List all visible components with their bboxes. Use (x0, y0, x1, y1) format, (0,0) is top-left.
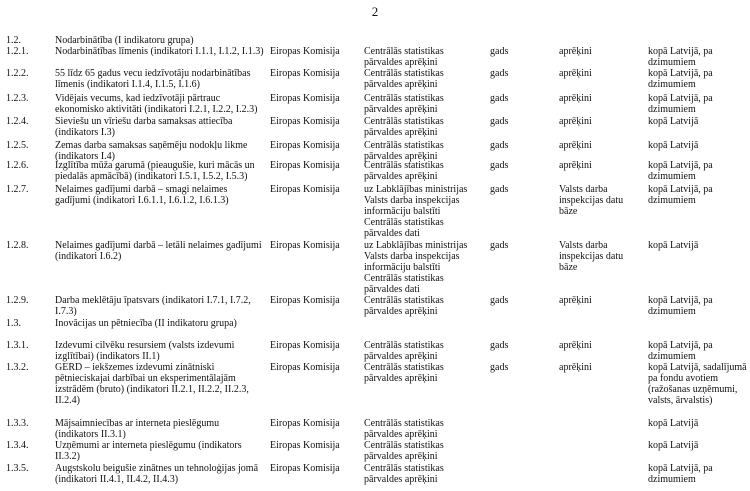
breakdown-cell-line: kopā Latvijā, sadalījumā (648, 362, 747, 373)
indicator-cell (55, 295, 267, 317)
breakdown-cell-line: kopā Latvijā, pa (648, 46, 713, 57)
method-cell-line: Valsts darba (559, 184, 608, 195)
breakdown-cell-line: (ražošanas uzņēmumi, (648, 384, 738, 395)
method-cell-line: aprēķini (559, 340, 592, 351)
data-cell-line: pārvaldes aprēķini (364, 474, 438, 485)
indicator-cell (55, 116, 267, 138)
row-number: 1.2.4. (6, 116, 29, 127)
indicator-cell-line: izstrādēm (bruto) (indikatori II.2.1, II.2.2, II.2.3, (55, 384, 249, 395)
breakdown-cell-line: dzimumiem (648, 351, 696, 362)
breakdown-cell (648, 418, 750, 429)
data-cell (364, 463, 486, 485)
data-cell-line: pārvaldes aprēķini (364, 127, 438, 138)
indicator-cell-line: Darba meklētāju īpatsvars (indikatori I.7.1, I.7.2, (55, 295, 251, 306)
breakdown-cell (648, 463, 750, 485)
source-cell: Eiropas Komisija (270, 68, 340, 79)
method-cell-line: aprēķini (559, 93, 592, 104)
breakdown-cell (648, 46, 750, 68)
breakdown-cell-line: kopā Latvijā, pa (648, 340, 713, 351)
method-cell-line: bāze (559, 206, 578, 217)
data-cell-line: pārvaldes aprēķini (364, 151, 438, 162)
indicator-cell-line: Nodarbinātības līmenis (indikatori I.1.1, I.1.2, I.1.3) (55, 46, 264, 57)
breakdown-cell (648, 362, 750, 406)
data-cell-line: Valsts darba inspekcijas (364, 251, 460, 262)
row-number: 1.2.1. (6, 46, 29, 57)
method-cell (559, 184, 645, 217)
indicator-cell (55, 340, 267, 362)
indicator-cell-line: Nelaimes gadījumi darbā – letāli nelaimes gadījumi (55, 240, 262, 251)
period-cell: gads (490, 68, 509, 79)
breakdown-cell-line: kopā Latvijā (648, 240, 699, 251)
indicator-cell-line: piedalās apmācībā) (indikatori I.5.1, I.5.2, I.5.3) (55, 171, 248, 182)
data-cell-line: pārvaldes aprēķini (364, 451, 438, 462)
data-cell (364, 340, 486, 362)
data-cell (364, 418, 486, 440)
period-cell: gads (490, 340, 509, 351)
data-cell (364, 440, 486, 462)
source-cell: Eiropas Komisija (270, 440, 340, 451)
row-number: 1.3.1. (6, 340, 29, 351)
data-cell-line: pārvaldes aprēķini (364, 373, 438, 384)
data-cell (364, 295, 486, 317)
breakdown-cell-line: kopā Latvijā, pa (648, 463, 713, 474)
data-cell-line: Centrālās statistikas (364, 116, 444, 127)
indicator-cell-line: pētnieciskajai darbībai un eksperimentālajām (55, 373, 236, 384)
data-cell-line: informāciju balstīti (364, 262, 441, 273)
method-cell (559, 340, 645, 351)
data-cell-line: informāciju balstīti (364, 206, 441, 217)
indicator-cell-line: Sieviešu un vīriešu darba samaksas attiecība (55, 116, 233, 127)
method-cell (559, 93, 645, 104)
indicator-cell (55, 184, 267, 206)
breakdown-cell (648, 68, 750, 90)
breakdown-cell-line: kopā Latvijā (648, 116, 699, 127)
data-cell-line: pārvaldes aprēķini (364, 171, 438, 182)
period-cell: gads (490, 295, 509, 306)
data-cell-line: pārvaldes aprēķini (364, 104, 438, 115)
row-number: 1.2.8. (6, 240, 29, 251)
data-cell-line: Valsts darba inspekcijas (364, 195, 460, 206)
breakdown-cell (648, 116, 750, 127)
period-cell: gads (490, 116, 509, 127)
data-cell-line: Centrālās statistikas (364, 160, 444, 171)
data-cell (364, 240, 486, 295)
method-cell (559, 68, 645, 79)
source-cell: Eiropas Komisija (270, 46, 340, 57)
breakdown-cell-line: dzimumiem (648, 195, 696, 206)
indicator-cell (55, 240, 267, 262)
method-cell-line: aprēķini (559, 140, 592, 151)
data-cell-line: Centrālās statistikas (364, 418, 444, 429)
indicator-cell-line: I.7.3) (55, 306, 77, 317)
data-cell-line: Centrālās statistikas (364, 140, 444, 151)
source-cell: Eiropas Komisija (270, 340, 340, 351)
row-number: 1.2. (6, 35, 21, 46)
breakdown-cell (648, 440, 750, 451)
data-cell (364, 68, 486, 90)
data-cell (364, 116, 486, 138)
method-cell (559, 362, 645, 373)
data-cell-line: pārvaldes aprēķini (364, 306, 438, 317)
indicator-cell-line: (indikatori II.4.1, II.4.2, II.4.3) (55, 474, 179, 485)
indicator-cell (55, 463, 267, 485)
data-cell (364, 362, 486, 384)
indicator-cell-line: līmenis (indikatori I.1.4, I.1.5, I.1.6) (55, 79, 200, 90)
data-cell-line: Centrālās statistikas (364, 68, 444, 79)
breakdown-cell (648, 160, 750, 182)
data-cell-line: pārvaldes dati (364, 284, 420, 295)
data-cell-line: uz Labklājības ministrijas (364, 240, 468, 251)
method-cell-line: inspekcijas datu (559, 195, 624, 206)
method-cell-line: aprēķini (559, 160, 592, 171)
method-cell (559, 46, 645, 57)
indicator-cell-line: (indikators II.3.1) (55, 429, 126, 440)
breakdown-cell-line: dzimumiem (648, 79, 696, 90)
source-cell: Eiropas Komisija (270, 116, 340, 127)
breakdown-cell-line: dzimumiem (648, 171, 696, 182)
row-number: 1.3.3. (6, 418, 29, 429)
data-cell-line: Centrālās statistikas (364, 463, 444, 474)
breakdown-cell-line: dzimumiem (648, 306, 696, 317)
indicator-cell-line: Mājsaimniecības ar interneta pieslēgumu (55, 418, 220, 429)
source-cell: Eiropas Komisija (270, 184, 340, 195)
source-cell: Eiropas Komisija (270, 463, 340, 474)
method-cell (559, 140, 645, 151)
method-cell (559, 240, 645, 273)
breakdown-cell-line: kopā Latvijā (648, 140, 699, 151)
data-cell-line: pārvaldes dati (364, 228, 420, 239)
breakdown-cell-line: kopā Latvijā, pa (648, 160, 713, 171)
period-cell: gads (490, 362, 509, 373)
row-number: 1.2.7. (6, 184, 29, 195)
source-cell: Eiropas Komisija (270, 93, 340, 104)
indicator-cell-line: Nelaimes gadījumi darbā – smagi nelaimes (55, 184, 228, 195)
source-cell: Eiropas Komisija (270, 160, 340, 171)
indicator-cell (55, 46, 267, 57)
indicator-cell-line: (indikatori I.6.2) (55, 251, 122, 262)
method-cell-line: inspekcijas datu (559, 251, 624, 262)
breakdown-cell-line: kopā Latvijā, pa (648, 68, 713, 79)
group-title: Nodarbinātība (I indikatoru grupa) (55, 35, 194, 46)
row-number: 1.2.3. (6, 93, 29, 104)
breakdown-cell (648, 93, 750, 115)
indicator-cell-line: izglītībai) (indikators II.1) (55, 351, 160, 362)
row-number: 1.3.2. (6, 362, 29, 373)
indicator-cell-line: Zemas darba samaksas saņēmēju nodokļu likme (55, 140, 248, 151)
method-cell-line: aprēķini (559, 116, 592, 127)
indicator-cell (55, 140, 267, 162)
source-cell: Eiropas Komisija (270, 140, 340, 151)
indicator-cell-line: gadījumi (indikatori I.6.1.1, I.6.1.2, I.6.1.3) (55, 195, 229, 206)
method-cell-line: aprēķini (559, 68, 592, 79)
data-cell (364, 140, 486, 162)
data-cell-line: pārvaldes aprēķini (364, 57, 438, 68)
data-cell (364, 184, 486, 239)
row-number: 1.2.9. (6, 295, 29, 306)
data-cell-line: Centrālās statistikas (364, 93, 444, 104)
data-cell (364, 46, 486, 68)
data-cell-line: Centrālās statistikas (364, 295, 444, 306)
breakdown-cell-line: dzimumiem (648, 57, 696, 68)
period-cell: gads (490, 140, 509, 151)
breakdown-cell (648, 240, 750, 251)
indicator-cell-line: Izglītība mūža garumā (pieaugušie, kuri mācās un (55, 160, 255, 171)
indicator-cell-line: Uzņēmumi ar interneta pieslēgumu (indikators (55, 440, 242, 451)
data-cell-line: Centrālās statistikas (364, 362, 444, 373)
row-number: 1.3. (6, 318, 21, 329)
data-cell (364, 93, 486, 115)
data-cell-line: pārvaldes aprēķini (364, 429, 438, 440)
method-cell-line: Valsts darba (559, 240, 608, 251)
breakdown-cell (648, 184, 750, 206)
period-cell: gads (490, 240, 509, 251)
source-cell: Eiropas Komisija (270, 240, 340, 251)
row-number: 1.2.6. (6, 160, 29, 171)
indicator-cell-line: 55 līdz 65 gadus vecu iedzīvotāju nodarbinātības (55, 68, 251, 79)
period-cell: gads (490, 184, 509, 195)
method-cell-line: aprēķini (559, 46, 592, 57)
breakdown-cell (648, 295, 750, 317)
row-number: 1.3.4. (6, 440, 29, 451)
row-number: 1.3.5. (6, 463, 29, 474)
indicator-cell-line: (indikators I.4) (55, 151, 115, 162)
data-cell-line: Centrālās statistikas (364, 217, 444, 228)
data-cell-line: pārvaldes aprēķini (364, 79, 438, 90)
breakdown-cell-line: kopā Latvijā (648, 440, 699, 451)
group-title: Inovācijas un pētniecība (II indikatoru grupa) (55, 318, 237, 329)
indicator-cell-line: Augstskolu beigušie zinātnes un tehnoloģijas jomā (55, 463, 259, 474)
method-cell (559, 160, 645, 171)
indicator-cell (55, 440, 267, 462)
indicator-cell-line: Izdevumi cilvēku resursiem (valsts izdevumi (55, 340, 235, 351)
source-cell: Eiropas Komisija (270, 418, 340, 429)
indicator-cell (55, 418, 267, 440)
indicator-cell (55, 362, 267, 406)
breakdown-cell-line: kopā Latvijā, pa (648, 184, 713, 195)
breakdown-cell-line: kopā Latvijā (648, 418, 699, 429)
indicator-cell-line: GERD – iekšzemes izdevumi zinātniski (55, 362, 215, 373)
method-cell (559, 116, 645, 127)
breakdown-cell (648, 340, 750, 362)
period-cell: gads (490, 160, 509, 171)
indicator-cell-line: Vidējais vecums, kad iedzīvotāji pārtrauc (55, 93, 221, 104)
breakdown-cell-line: dzimumiem (648, 474, 696, 485)
indicator-cell (55, 68, 267, 90)
period-cell: gads (490, 46, 509, 57)
data-cell-line: pārvaldes aprēķini (364, 351, 438, 362)
breakdown-cell-line: pa fondu avotiem (648, 373, 718, 384)
indicator-cell-line: II.2.4) (55, 395, 80, 406)
method-cell-line: aprēķini (559, 362, 592, 373)
data-cell-line: Centrālās statistikas (364, 273, 444, 284)
breakdown-cell-line: kopā Latvijā, pa (648, 295, 713, 306)
breakdown-cell-line: kopā Latvijā, pa (648, 93, 713, 104)
breakdown-cell-line: valsts, ārvalstis) (648, 395, 713, 406)
indicator-cell-line: ekonomisko aktivitāti (indikatori I.2.1, I.2.2, I.2.3) (55, 104, 258, 115)
method-cell (559, 295, 645, 306)
data-cell-line: Centrālās statistikas (364, 46, 444, 57)
breakdown-cell-line: dzimumiem (648, 104, 696, 115)
breakdown-cell (648, 140, 750, 151)
data-cell-line: Centrālās statistikas (364, 340, 444, 351)
row-number: 1.2.5. (6, 140, 29, 151)
method-cell-line: bāze (559, 262, 578, 273)
indicator-cell-line: II.3.2) (55, 451, 80, 462)
period-cell: gads (490, 93, 509, 104)
data-cell-line: Centrālās statistikas (364, 440, 444, 451)
indicator-cell (55, 160, 267, 182)
row-number: 1.2.2. (6, 68, 29, 79)
source-cell: Eiropas Komisija (270, 362, 340, 373)
source-cell: Eiropas Komisija (270, 295, 340, 306)
page-number: 2 (371, 4, 379, 19)
method-cell-line: aprēķini (559, 295, 592, 306)
data-cell (364, 160, 486, 182)
data-cell-line: uz Labklājības ministrijas (364, 184, 468, 195)
indicator-cell (55, 93, 267, 115)
indicator-cell-line: (indikators I.3) (55, 127, 115, 138)
